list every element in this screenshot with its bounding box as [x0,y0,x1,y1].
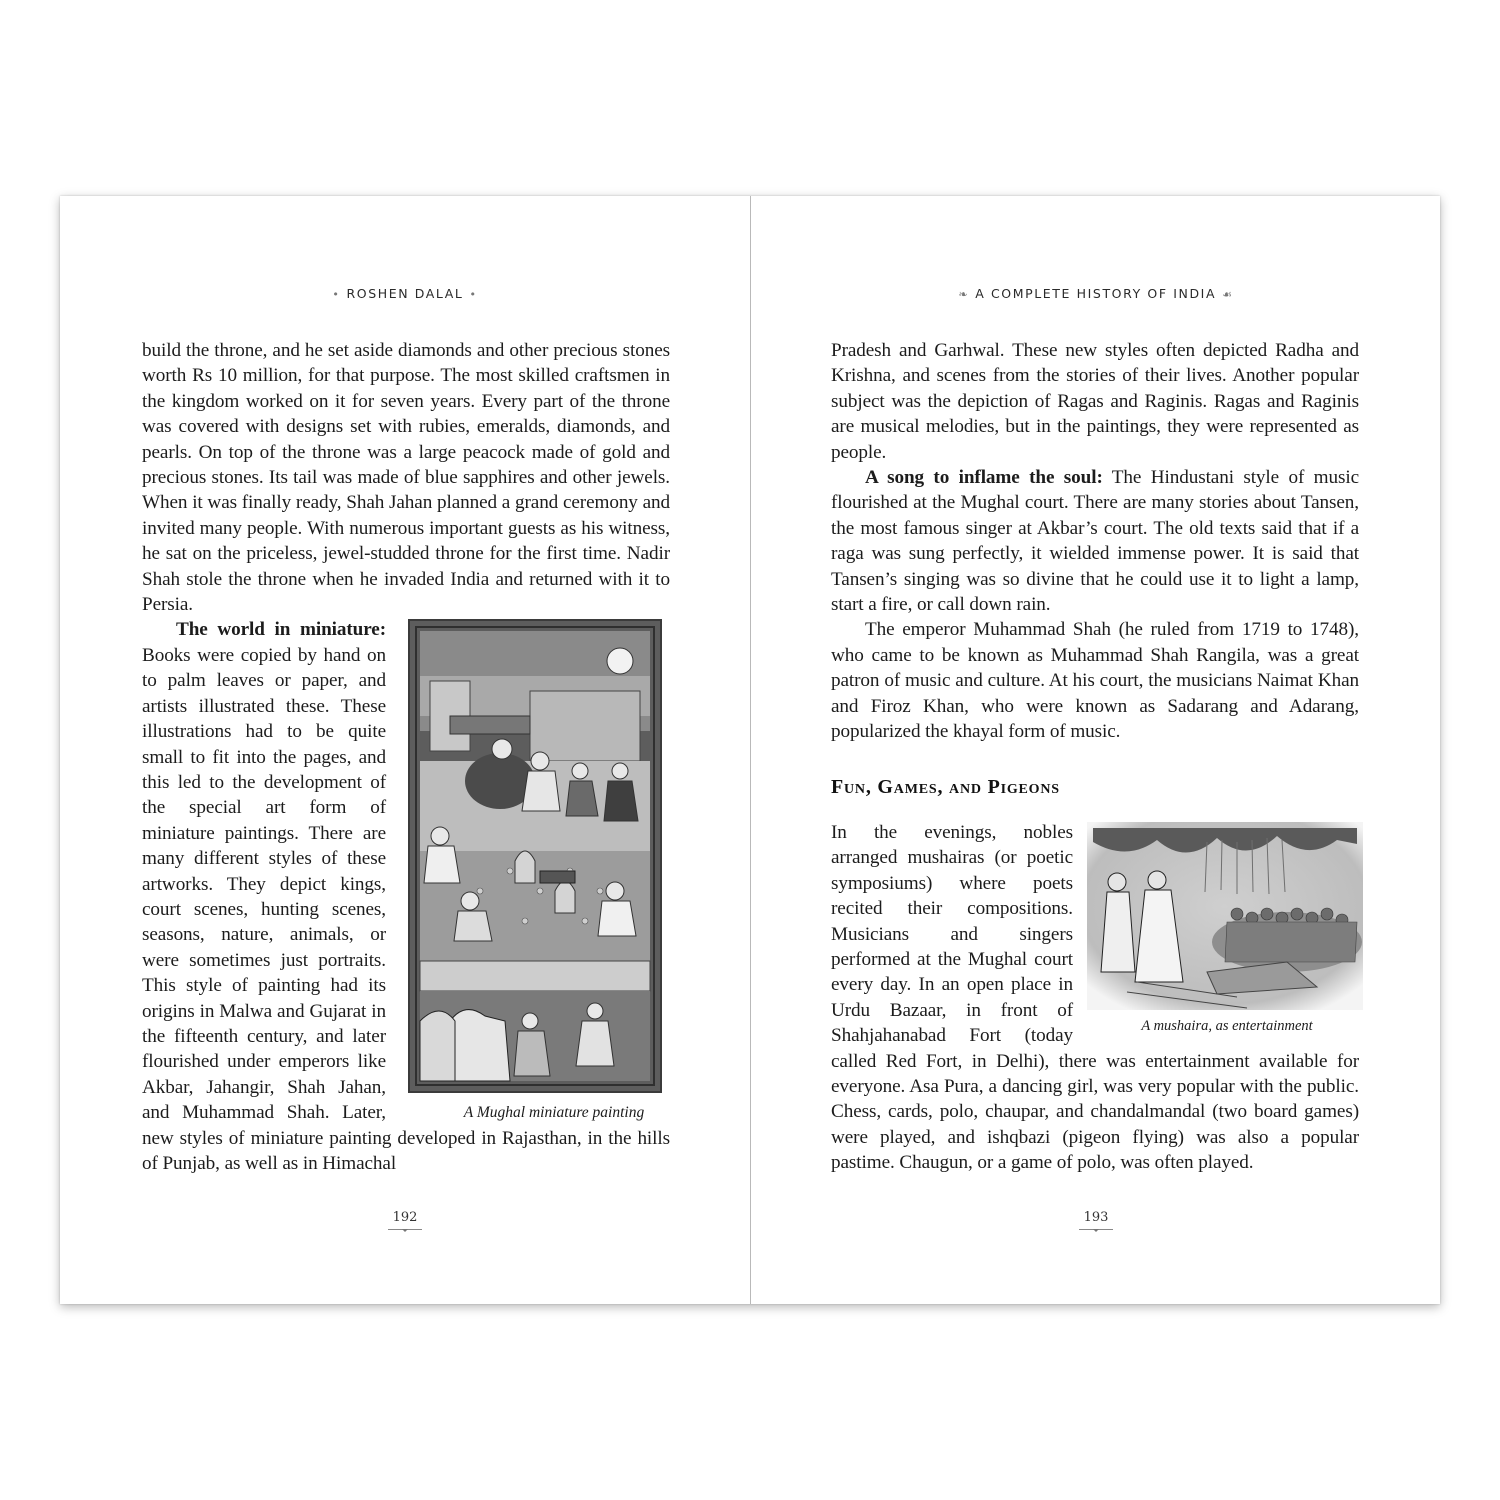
left-text-block [142,338,670,1176]
fleuron-left-icon: ❧ [958,288,970,301]
mushaira-figure [1087,822,1367,1036]
book-spread [60,196,1440,1304]
right-paragraph-1: Pradesh and Garhwal. These new styles often depicted Radha and Krishna, and scenes from the stories of their lives. Another popular subject was the depiction of Ragas and Raginis. Ragas and Raginis are musical melodies, but in the paintings, they were represented as people. [831,340,1359,463]
ornament-icon: • [332,288,341,301]
running-head-author: ROSHEN DALAL [346,286,464,301]
paragraph-body: Books were copied by hand on to palm leaves or paper, and artists illustrated these. These illustrations had to be quite small to fit into the pages, and this led to the development of the special art form of miniature paintings. There are many different styles of these artworks. They depict kings, court scenes, hunting scenes, seasons, nature, animals, or were sometimes just portraits. This style of painting had its origins in Malwa and Gujarat in the fifteenth century, and later flourished under emperors like Akbar, Jahangir, Shah Jahan, and Muhammad Shah. Later, new styles of miniature painting developed in Rajasthan, in the hills of Punjab, as well as in Himachal [142,644,670,1174]
mushaira-figure-caption: A mushaira, as entertainment [1141,1017,1313,1034]
folio-ornament-icon [388,1229,422,1230]
right-page-number [751,1210,1441,1230]
miniature-figure-caption: A Mughal miniature painting [463,1104,645,1122]
left-page [60,196,750,1304]
mughal-miniature-illustration [408,619,662,1093]
folio-ornament-icon [1079,1229,1113,1230]
section-heading: Fun, Games, and Pigeons [831,775,1060,798]
paragraph-lead-in: The world in miniature: [176,619,386,641]
right-running-head [751,286,1441,301]
right-text-block [831,338,1359,1176]
left-page-number [60,1210,750,1230]
miniature-figure [408,619,666,1123]
mushaira-illustration [1087,822,1363,1010]
left-paragraph-2 [142,617,670,1176]
paragraph-body: In the evenings, nobles arranged mushairas (or poetic symposiums) where poets recited their compositions. Musicians and singers performed at the Mughal court every day. In an open place in Urdu Bazaar, in front of Shahjahanabad Fort (today called Red Fort, in Delhi), there was entertainment available for everyone. Asa Pura, a dancing girl, was very popular with the public. Chess, cards, polo, chaupar, and chandalmandal (two board games) were played, and ishqbazi (pigeon flying) was also a popular pastime. Chaugun, or a game of polo, was often played. [831,821,1359,1174]
right-paragraph-2 [831,465,1359,617]
running-head-title: A COMPLETE HISTORY OF INDIA [975,286,1217,301]
paragraph-body: The Hindustani style of music flourished at the Mughal court. There are many stories about Tansen, the most famous singer at Akbar’s court. The old texts said that if a raga was sung perfectly, it wielded immense power. It is said that Tansen’s singing was so divine that he could use it to light a lamp, start a fire, or call down rain. [831,467,1359,616]
right-page [751,196,1441,1304]
page-number-text: 193 [1083,1210,1109,1225]
right-paragraph-3: The emperor Muhammad Shah (he ruled from 1719 to 1748), who came to be known as Muhammad Shah Rangila, was a great patron of music and culture. At his court, the musicians Naimat Khan and Firoz Khan, who were known as Sadarang and Adarang, popularized the khayal form of music. [831,619,1359,743]
left-running-head [60,286,750,301]
right-paragraph-4 [831,820,1359,1176]
fleuron-right-icon: ☙ [1222,288,1234,301]
left-paragraph-1: build the throne, and he set aside diamonds and other precious stones worth Rs 10 million, for that purpose. The most skilled craftsmen in the kingdom worked on it for seven years. Every part of the throne was covered with designs set with rubies, emeralds, diamonds, and pearls. On top of the throne was a large peacock made of gold and precious stones. Its tail was made of blue sapphires and other jewels. When it was finally ready, Shah Jahan planned a grand ceremony and invited many people. With numerous important guests as his witness, he sat on the priceless, jewel-studded throne for the first time. Nadir Shah stole the throne when he invaded India and returned with it to Persia. [142,340,670,616]
ornament-icon: • [469,288,478,301]
paragraph-lead-in: A song to inflame the soul: [865,467,1103,489]
page-number-text: 192 [392,1210,418,1225]
